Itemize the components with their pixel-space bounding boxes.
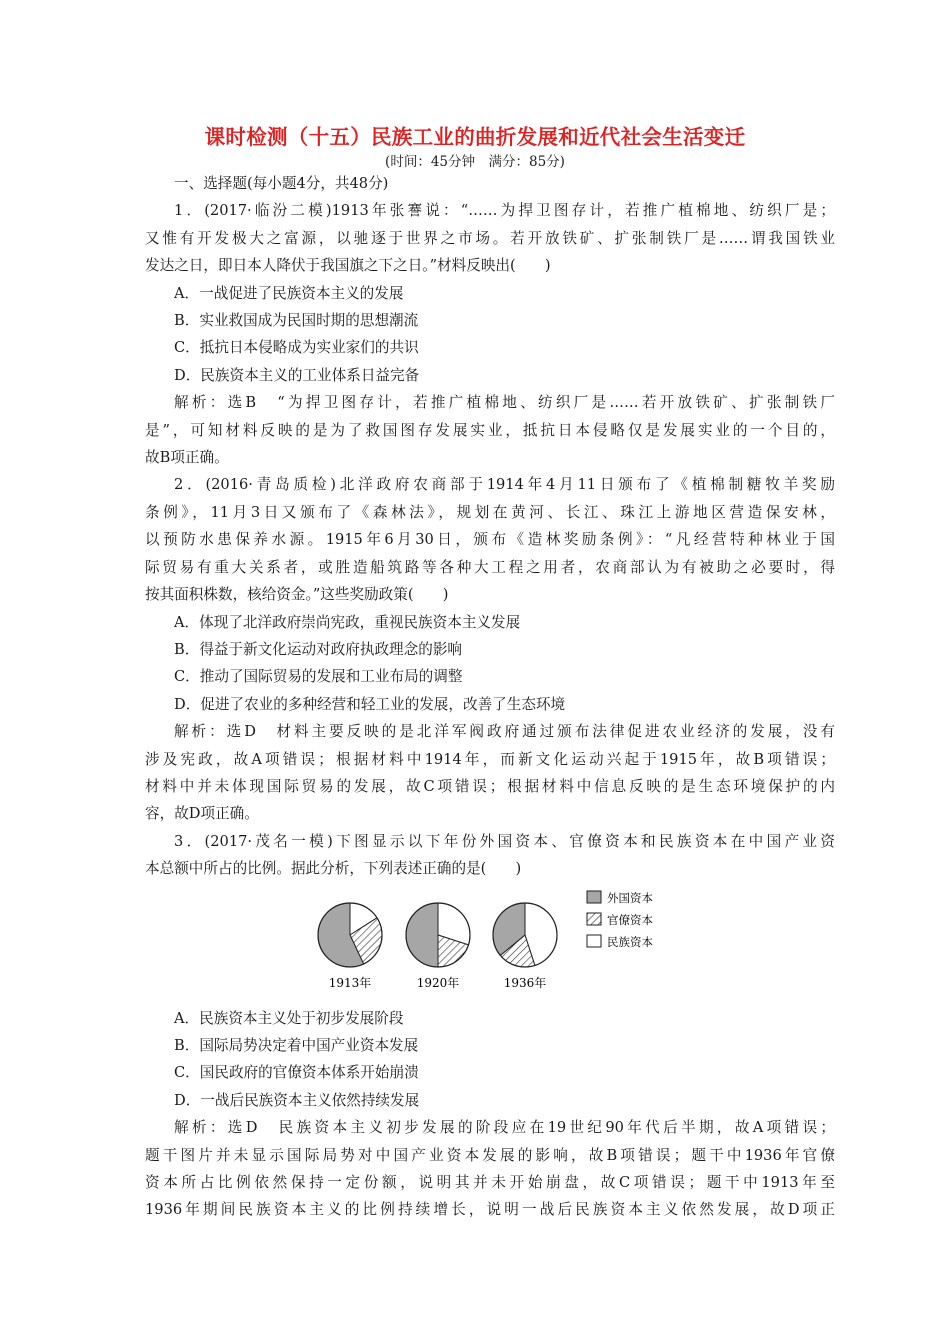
pie-chart	[317, 887, 677, 1001]
option-d: D．民族资本主义的工业体系日益完备	[174, 366, 420, 384]
pie-year-label: 1920年	[416, 975, 460, 990]
option-c: C．国民政府的官僚资本体系开始崩溃	[174, 1064, 419, 1082]
analysis-line: 资本所占比例依然保持一定份额，说明其并未开始崩盘，故C项错误；题干中1913年至	[145, 1174, 835, 1191]
stem-line: 2．(2016·青岛质检)北洋政府农商部于1914年4月11日颁布了《植棉制糖牧羊奖励	[174, 476, 835, 494]
option-c: C．抵抗日本侵略成为实业家们的共识	[174, 339, 419, 357]
analysis-line: 题干图片并未显示国际局势对中国产业资本发展的影响，故B项错误；题干中1936年官僚	[145, 1146, 835, 1164]
page-title: 课时检测（十五）民族工业的曲折发展和近代社会生活变迁	[204, 125, 746, 149]
option-b: B．实业救国成为民国时期的思想潮流	[174, 312, 419, 330]
question-3	[145, 828, 835, 1224]
stem-line: 条例》，11月3日又颁布了《森林法》，规划在黄河、长江、珠江上游地区营造保安林，	[145, 503, 835, 521]
analysis-line: 材料中并未体现国际贸易的发展，故C项错误；根据材料中信息反映的是生态环境保护的内	[145, 777, 835, 795]
legend-label-1: 外国资本	[607, 890, 653, 905]
stem-line: 以预防水患保养水源。1915年6月30日，颁布《造林奖励条例》：“凡经营特种林业于国	[145, 531, 835, 549]
analysis-line: 容，故D项正确。	[145, 805, 259, 823]
option-a: A．一战促进了民族资本主义的发展	[174, 284, 404, 302]
stem-line: 1．(2017·临汾二模)1913年张謇说：“……为捍卫图存计，若推广植棉地、纺织厂是；	[174, 202, 835, 220]
option-a: A．民族资本主义处于初步发展阶段	[174, 1009, 404, 1027]
stem-line: 发达之日，即日本人降伏于我国旗之下之日。”材料反映出( )	[145, 257, 551, 275]
stem-line: 本总额中所占的比例。据此分析，下列表述正确的是( )	[145, 860, 522, 878]
legend-label-3: 民族资本	[607, 934, 653, 949]
analysis-line: 解析：选D 材料主要反映的是北洋军阀政府通过颁布法律促进农业经济的发展，没有	[174, 723, 835, 741]
analysis-line: 解析：选B “为捍卫图存计，若推广植棉地、纺织厂是……若开放铁矿、扩张制铁厂	[174, 394, 835, 412]
pie-year-label: 1936年	[503, 975, 547, 990]
analysis-line: 涉及宪政，故A项错误；根据材料中1914年，而新文化运动兴起于1915年，故B项错误；	[145, 750, 835, 768]
stem-line: 3．(2017·茂名一模)下图显示以下年份外国资本、官僚资本和民族资本在中国产业资	[174, 832, 835, 850]
option-c: C．推动了国际贸易的发展和工业布局的调整	[174, 668, 463, 686]
legend-swatch-2	[587, 913, 601, 925]
legend-swatch-3	[587, 935, 601, 947]
stem-line: 际贸易有重大关系者，或胜造船筑路等各种大工程之用者，农商部认为有被助之必要时，得	[145, 558, 835, 576]
analysis-line: 1936年期间民族资本主义的比例持续增长，说明一战后民族资本主义依然发展，故D项正	[145, 1201, 835, 1219]
legend-swatch-1	[587, 891, 601, 903]
pie-slice-foreign-2	[406, 903, 438, 967]
question-2	[145, 471, 835, 827]
stem-line: 按其面积株数，核给资金。”这些奖励政策( )	[145, 586, 449, 604]
analysis-line: 故B项正确。	[145, 449, 229, 467]
legend-label-2: 官僚资本	[607, 912, 653, 927]
question-1	[145, 197, 835, 471]
option-d: D．一战后民族资本主义依然持续发展	[174, 1091, 420, 1109]
option-a: A．体现了北洋政府崇尚宪政，重视民族资本主义发展	[174, 613, 521, 631]
pie-chart-figure	[145, 887, 835, 1005]
section-heading: 一、选择题(每小题4分，共48分)	[174, 175, 389, 192]
document-body	[145, 170, 835, 1224]
option-b: B．国际局势决定着中国产业资本发展	[174, 1036, 419, 1054]
option-d: D．促进了农业的多种经营和轻工业的发展，改善了生态环境	[174, 695, 566, 713]
option-b: B．得益于新文化运动对政府执政理念的影响	[174, 640, 463, 658]
analysis-line: 解析：选D 民族资本主义初步发展的阶段应在19世纪90年代后半期，故A项错误；	[174, 1119, 835, 1137]
analysis-line: 是”，可知材料反映的是为了救国图存发展实业，抵抗日本侵略仅是发展实业的一个目的，	[145, 421, 835, 439]
stem-line: 又惟有开发极大之富源，以驰逐于世界之市场。若开放铁矿、扩张制铁厂是……谓我国铁业	[145, 229, 835, 247]
pie-year-label: 1913年	[328, 975, 372, 990]
page-subtitle: (时间：45分钟 满分：85分)	[385, 154, 565, 170]
